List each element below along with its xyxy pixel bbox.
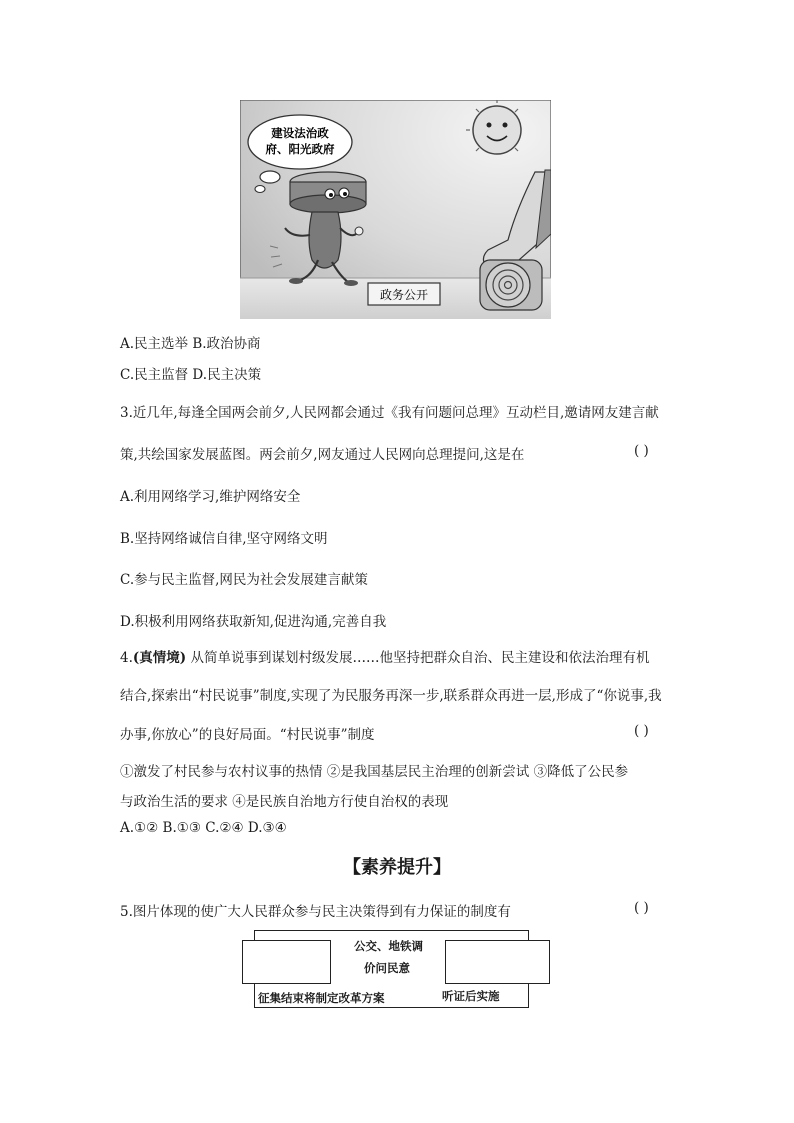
q3-option-b: B.坚持网络诚信自律,坚守网络文明 <box>120 531 328 547</box>
q4-answer-blank: ( ) <box>634 723 649 739</box>
q3-answer-blank: ( ) <box>634 443 649 459</box>
q3-stem-line-2: 策,共绘国家发展蓝图。两会前夕,网友通过人民网向总理提问,这是在 <box>120 447 525 463</box>
diagram-bottom-right: 听证后实施 <box>442 989 500 1003</box>
diagram-left-box <box>242 940 331 984</box>
q4-stem-line-1 <box>120 646 649 666</box>
q4-number: 4. <box>120 650 133 666</box>
q4-stem-line-3: 办事,你放心”的良好局面。“村民说事”制度 <box>120 727 375 743</box>
bubble-line-1: 建设法治政 <box>271 126 329 140</box>
diagram-right-box <box>445 940 550 984</box>
q4-statements-line-2: 与政治生活的要求 ④是民族自治地方行使自治权的表现 <box>120 794 449 810</box>
q5-answer-blank: ( ) <box>634 900 649 916</box>
q2-options-row-2: C.民主监督 D.民主决策 <box>120 367 262 383</box>
q3-option-c: C.参与民主监督,网民为社会发展建言献策 <box>120 572 368 588</box>
q4-context-tag: (真情境) <box>132 650 187 666</box>
q3-stem-line-1: 3.近几年,每逢全国两会前夕,人民网都会通过《我有问题问总理》互动栏目,邀请网友建言献 <box>120 405 659 421</box>
q3-option-a: A.利用网络学习,维护网络安全 <box>120 489 301 505</box>
carpet-label: 政务公开 <box>379 288 429 302</box>
diagram-bottom-left: 征集结束将制定改革方案 <box>258 991 385 1005</box>
section-heading: 【素养提升】 <box>343 857 451 878</box>
q5-diagram <box>242 930 552 1010</box>
diagram-center-bottom: 价问民意 <box>364 961 410 975</box>
q4-stem-line-2: 结合,探索出“村民说事”制度,实现了为民服务再深一步,联系群众再进一层,形成了“你说事,我 <box>120 688 662 704</box>
q5-stem: 5.图片体现的使广大人民群众参与民主决策得到有力保证的制度有 <box>120 904 511 920</box>
bubble-line-2: 府、阳光政府 <box>265 142 335 156</box>
q2-options-row-1: A.民主选举 B.政治协商 <box>120 336 261 352</box>
cartoon-illustration <box>240 100 551 319</box>
q4-stem-line-1-text: 从简单说事到谋划村级发展……他坚持把群众自治、民主建设和依法治理有机 <box>186 650 650 666</box>
q4-options: A.①② B.①③ C.②④ D.③④ <box>120 820 287 836</box>
q4-statements-line-1: ①激发了村民参与农村议事的热情 ②是我国基层民主治理的创新尝试 ③降低了公民参 <box>120 764 629 780</box>
diagram-center-top: 公交、地铁调 <box>354 939 423 953</box>
q3-option-d: D.积极利用网络获取新知,促进沟通,完善自我 <box>120 614 387 630</box>
